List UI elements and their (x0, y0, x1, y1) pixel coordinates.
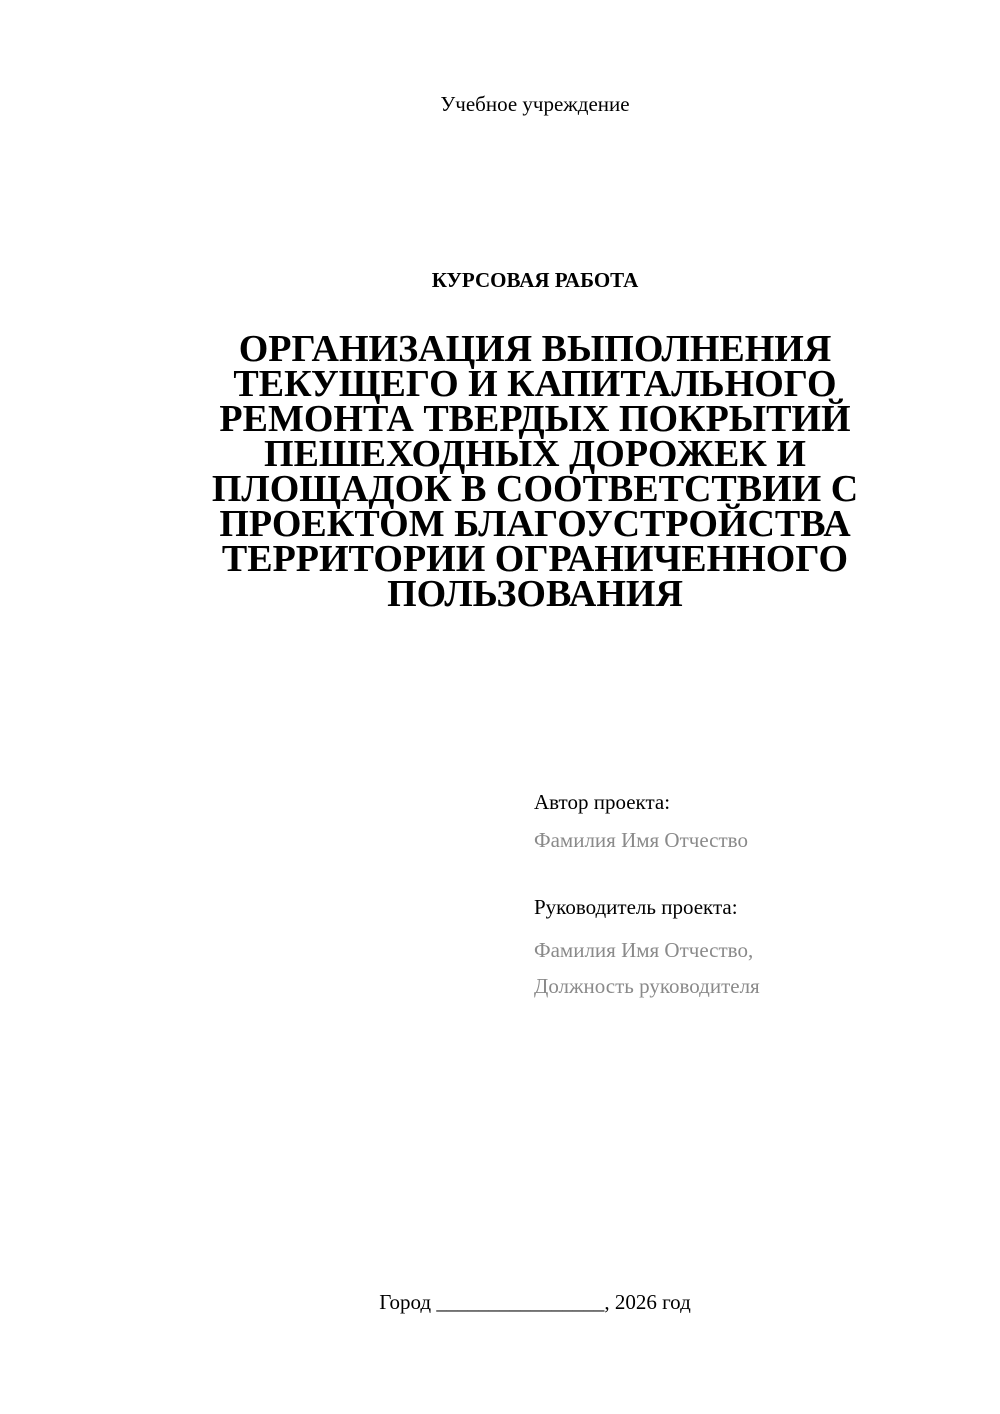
document-type: КУРСОВАЯ РАБОТА (431, 268, 639, 292)
author-block (534, 790, 974, 853)
supervisor-position: Должность руководителя (534, 974, 760, 998)
document-title: ОРГАНИЗАЦИЯ ВЫПОЛНЕНИЯ ТЕКУЩЕГО И КАПИТАЛЬНОГО РЕМОНТА ТВЕРДЫХ ПОКРЫТИЙ ПЕШЕХОДНЫХ ДОРОЖЕК И ПЛОЩАДОК В СООТВЕТСТВИИ С ПРОЕКТОМ БЛАГОУСТРОЙСТВА ТЕРРИТОРИИ ОГРАНИЧЕННОГО ПОЛЬЗОВАНИЯ (211, 328, 859, 615)
supervisor-name: Фамилия Имя Отчество, (534, 938, 754, 962)
institution-name: Учебное учреждение (440, 92, 630, 116)
city-year-line: Город ________________, 2026 год (379, 1290, 691, 1314)
supervisor-block (534, 895, 974, 1004)
supervisor-label: Руководитель проекта: (534, 895, 738, 919)
author-name: Фамилия Имя Отчество (534, 828, 748, 852)
author-label: Автор проекта: (534, 790, 671, 814)
